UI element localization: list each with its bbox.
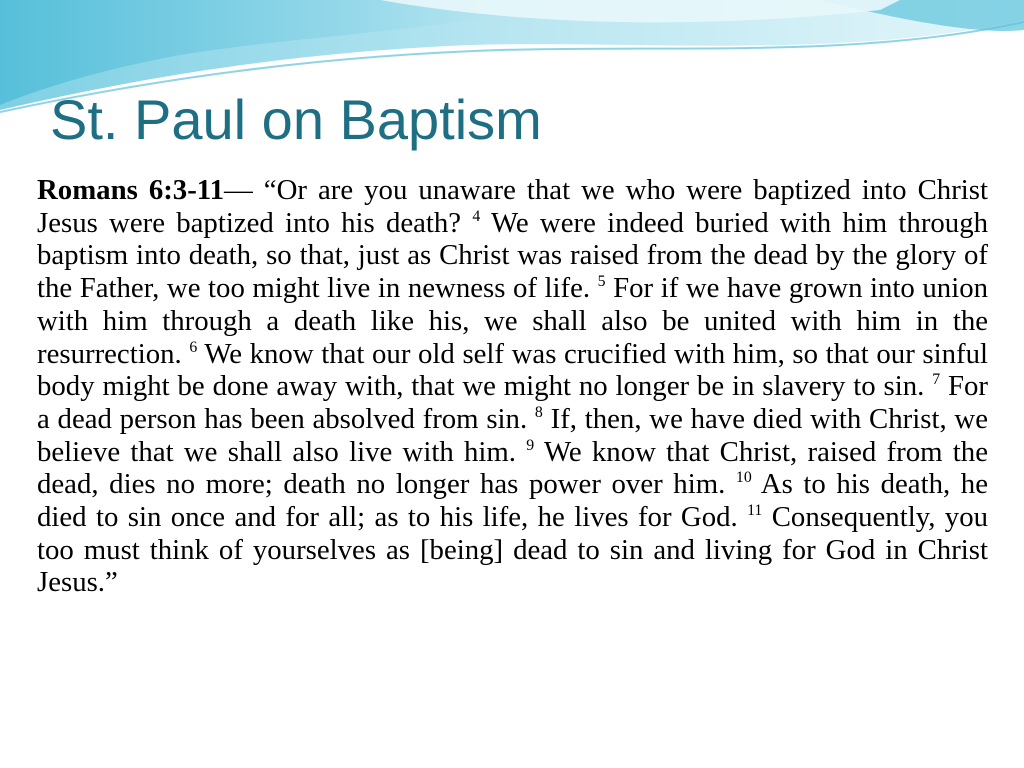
- verse-number: 6: [189, 338, 198, 356]
- verse-number: 9: [526, 436, 535, 454]
- verse-number: 4: [472, 207, 481, 225]
- slide-title: St. Paul on Baptism: [50, 88, 542, 151]
- passage-text: We know that our old self was crucified with him, so that our sinful body might be done away with, that we might no longer be in slavery to sin.: [37, 337, 988, 403]
- passage-text: If, then, we have died with Christ, we believe that we shall also live with him.: [37, 402, 988, 468]
- passage-text: — “Or are you unaware that we who were baptized into Christ Jesus were baptized into his death?: [37, 174, 988, 239]
- passage-text: For if we have grown into union with him through a death like his, we shall also be united with him in the resurrection.: [37, 272, 988, 370]
- passage-text: Consequently, you too must think of yourselves as [being] dead to sin and living for God in Christ Jesus.”: [37, 501, 988, 599]
- passage-text: We know that Christ, raised from the dead, dies no more; death no longer has power over him.: [37, 435, 988, 501]
- verse-number: 7: [932, 371, 941, 389]
- scripture-reference: Romans 6:3-11: [37, 174, 224, 206]
- passage-text: As to his death, he died to sin once and for all; as to his life, he lives for God.: [37, 468, 988, 534]
- scripture-passage: [37, 174, 988, 599]
- verse-number: 8: [534, 403, 543, 421]
- verse-number: 11: [747, 501, 763, 519]
- passage-text: We were indeed buried with him through baptism into death, so that, just as Christ was raised from the dead by the glory of the Father, we too might live in newness of life.: [37, 206, 988, 305]
- verse-number: 10: [735, 469, 752, 487]
- passage-text: For a dead person has been absolved from sin.: [37, 370, 988, 435]
- verse-number: 5: [597, 273, 606, 291]
